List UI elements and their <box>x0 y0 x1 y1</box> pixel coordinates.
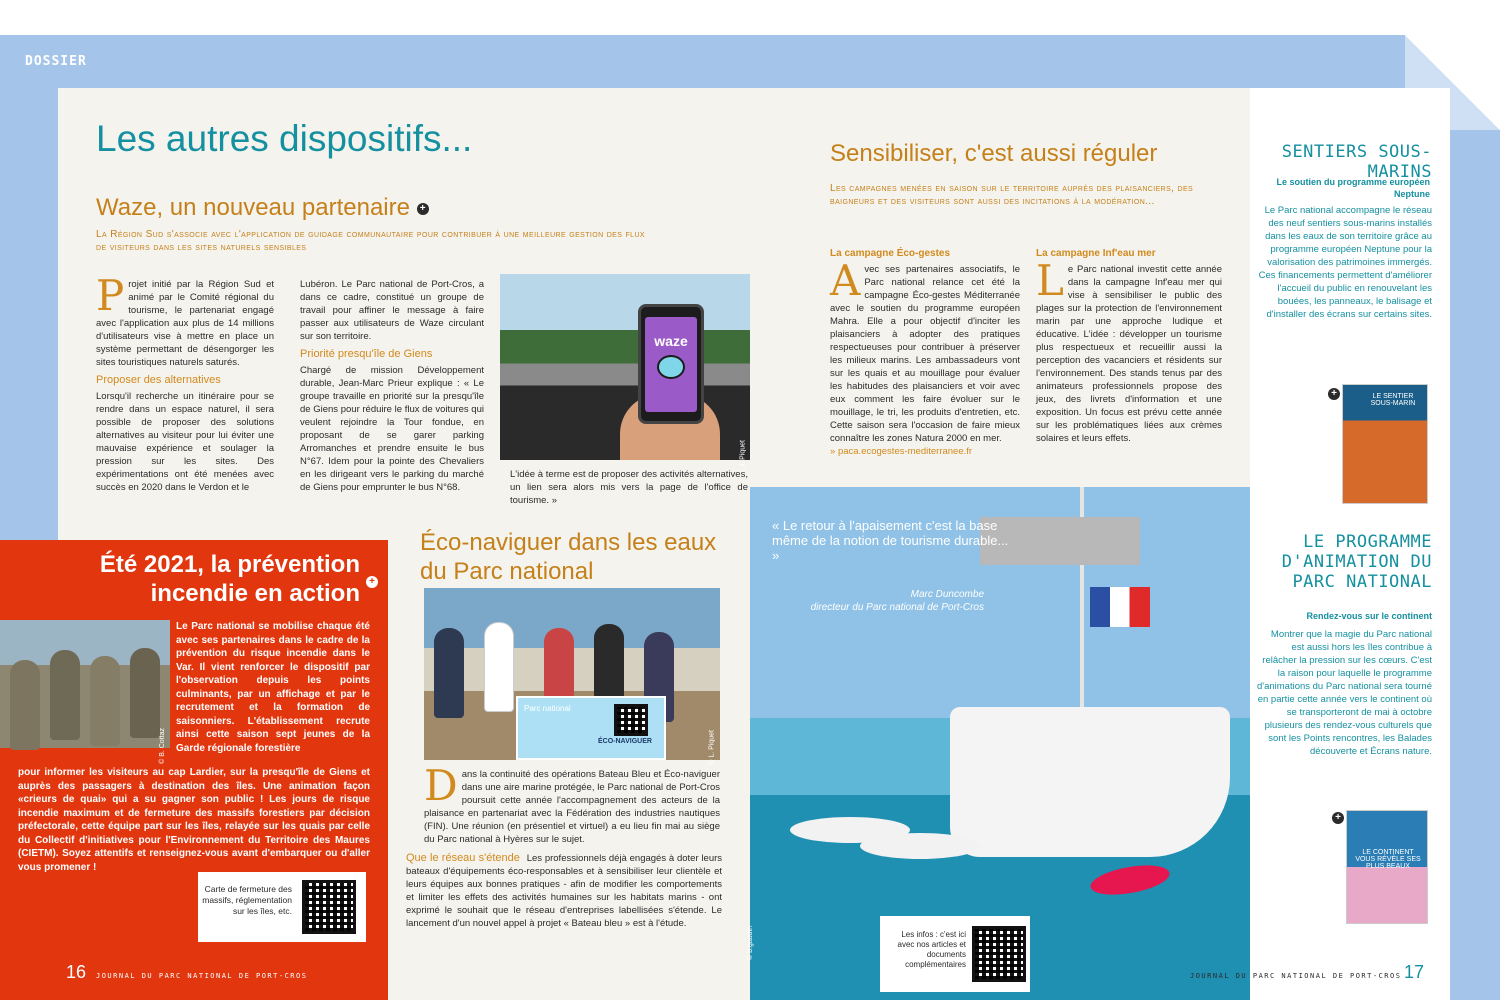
person-shape <box>130 648 160 738</box>
sentier-brochure-cover[interactable]: LE SENTIER SOUS-MARIN <box>1342 384 1428 504</box>
hull-shape <box>950 707 1230 857</box>
quote-author: Marc Duncombe directeur du Parc national de Port-Cros <box>810 589 984 613</box>
person-shape <box>90 656 120 746</box>
programme-brochure-cover[interactable]: LE CONTINENT VOUS RÉVÈLE SES PLUS BEAUX <box>1346 810 1428 924</box>
ecogestes-link[interactable]: » paca.ecogestes-mediterranee.fr <box>830 446 973 457</box>
fire-photo <box>0 620 170 764</box>
page-number-left: 16 <box>66 962 87 982</box>
waze-column-2: Lubéron. Le Parc national de Port-Cros, a dans ce cadre, constitué un groupe de travail pour affiner le message à faire passer aux utilisateurs de Waze circulant sur son territoire. Priorité presqu'île de Giens Chargé de mission Développement durable, Jean-Marc Prieur explique : « Le groupe travaille en priorité sur la presqu'île de Giens pour réduire le flux de voitures qui veulent rejoindre la Tour fondue, en proposant de se garer parking Arromanches et prendre ensuite le bus N°67. Idem pour la pointe des Chevaliers en les dirigeant vers le parking du marché de Giens pour emprunter le bus N°68. <box>300 279 484 493</box>
dropcap: L <box>1036 256 1064 305</box>
photo-credit: © b.gaudin <box>747 926 754 960</box>
waze-icon <box>657 355 685 379</box>
eco-photo <box>424 588 720 765</box>
person-shape <box>50 650 80 740</box>
sign-text: Parc national <box>524 704 571 713</box>
plus-icon[interactable]: + <box>1328 388 1340 400</box>
fire-title: Été 2021, la prévention incendie en action <box>99 551 360 607</box>
qr-caption: Les infos : c'est ici avec nos articles et documents complémentaires <box>897 930 966 969</box>
page-number-right: 17 <box>1404 962 1425 982</box>
campaign1-title: La campagne Éco-gestes <box>830 248 951 259</box>
qr-code-icon[interactable] <box>972 926 1026 982</box>
person-shape <box>434 628 464 718</box>
sentiers-title: SENTIERS SOUS-MARINS <box>1281 142 1432 182</box>
kayak-shape <box>860 833 980 859</box>
eco-title: Éco-naviguer dans les eaux du Parc national <box>420 529 717 585</box>
plus-icon[interactable]: + <box>366 576 378 588</box>
qr-code-icon[interactable] <box>302 880 356 934</box>
pull-quote: « Le retour à l'apaisement c'est la base même de la notion de tourisme durable... » <box>772 518 1009 563</box>
section-label: DOSSIER <box>25 54 87 69</box>
fire-text-top: Le Parc national se mobilise chaque été avec ses partenaires dans le cadre de la prévention du risque incendie dans le Var. Il vient renforcer le dispositif par l'observation depuis les points culminants, par un affichage et par le recrutement et la formation de saisonniers. L'établissement recrute ainsi cette saison sept jeunes de la Garde régionale forestière <box>176 621 370 754</box>
waze-column-1: P rojet initié par la Région Sud et animé par le Comité régional du tourisme, le partenariat engagé avec l'application aux plus de 14 millions d'utilisateurs vise à mettre en place un système permettant de désengorger les sites touristiques naturels saturés. Proposer des alternatives Lorsqu'il recherche un itinéraire pour se rendre dans un espace naturel, il sera possible de proposer des solutions alternatives au visiteur pour lui éviter une mauvaise expérience et soulager la pression sur les sites. Des expérimentations ont été menées avec succès en 2020 dans le Verdon et le <box>96 271 274 493</box>
dropcap: P <box>96 271 125 320</box>
sensibiliser-lead: Les campagnes menées en saison sur le territoire auprès des plaisanciers, des baigneurs et des visiteurs sont aussi des incitations à la modération... <box>830 183 1194 207</box>
dropcap: A <box>830 256 861 305</box>
fire-qr-card[interactable] <box>198 872 366 942</box>
sign-subtext: ÉCO-NAVIGUER <box>598 738 652 745</box>
sensibiliser-title: Sensibiliser, c'est aussi réguler <box>830 140 1158 167</box>
campaign2-title: La campagne Inf'eau mer <box>1036 248 1156 259</box>
journal-footer-right: JOURNAL DU PARC NATIONAL DE PORT-CROS <box>1190 972 1402 980</box>
qr-code-icon[interactable] <box>614 704 648 736</box>
waze-lead: La Région Sud s'associe avec l'application de guidage communautaire pour contribuer à une meilleure gestion des flux de visiteurs dans les sites naturels sensibles <box>96 229 645 253</box>
person-shape <box>10 660 40 750</box>
campaign-ecogestes: La campagne Éco-gestes A vec ses partenaires associatifs, le Parc national relance cet été la campagne Éco-gestes Méditerranée avec le soutien du programme européen Mahra. Elle a pour objectif d'inciter les plaisanciers à adopter des pratiques respectueuses pour contribuer à préserver les milieux marins. Les ambassadeurs vont sur les quais et au mouillage pour évaluer les habitudes des plaisanciers et voir avec eux comment les faire évoluer sur le mouillage, le tri, les produits d'entretien, etc. Cette saison sera l'occasion de faire mieux connaître les zones Natura 2000 en mer. » paca.ecogestes-mediterranee.fr <box>830 248 1020 457</box>
page-title: Les autres dispositifs... <box>96 118 473 159</box>
french-flag-icon <box>1090 587 1150 627</box>
journal-footer-left: JOURNAL DU PARC NATIONAL DE PORT-CROS <box>96 972 308 980</box>
waze-subheading-1: Proposer des alternatives <box>96 374 221 386</box>
programme-text: Montrer que la magie du Parc national est aussi hors les îles contribue à relâcher la pression sur les cœurs. C'est la raison pour laquelle le programme d'animations du Parc national sera tourné en partie cette année vers le continent où se transporteront de mai à octobre plusieurs des rendez-vous culturels que sont les Points rencontres, les Balades découverte et Écrans nature. <box>1256 629 1432 757</box>
person-shape <box>484 622 514 712</box>
waze-logo-text: waze <box>654 333 688 349</box>
programme-title: LE PROGRAMME D'ANIMATION DU PARC NATIONAL <box>1281 532 1432 592</box>
sentiers-text: Le Parc national accompagne le réseau des neuf sentiers sous-marins installés dans les eaux de son territoire grâce au programme européen Neptune pour la valorisation des patrimoines immergés. Ces financements permettent d'améliorer l'accueil du public en renouvelant les bouées, les panneaux, le balisage et d'installer des écrans sur certains sites. <box>1258 205 1432 320</box>
sentiers-subtitle: Le soutien du programme européen Neptune <box>1276 177 1430 199</box>
photo-credit: © L. Piquet <box>709 730 716 765</box>
waze-photo <box>500 274 750 475</box>
plus-icon[interactable]: + <box>1332 812 1344 824</box>
waze-subheading-2: Priorité presqu'île de Giens <box>300 348 433 360</box>
eco-intro: D ans la continuité des opérations Bateau Bleu et Éco-naviguer dans une aire marine protégée, le Parc national de Port-Cros poursuit cette année l'accompagnement des acteurs de la plaisance en partenariat avec la Fédération des industries nautiques (FIN). Une réunion (en présentiel et virtuel) a eu lieu fin mai au siège du Parc national à Hyères sur le sujet. <box>424 761 720 845</box>
eco-body: Que le réseau s'étende Les professionnels déjà engagés à doter leurs bateaux d'équipements éco-responsables et à sensibiliser leur clientèle et leurs équipes aux bonnes pratiques - afin de modifier les comportements et limiter les effets des activités humaines sur les habitats marins - ont exprimé le souhait que le réseau d'entreprises labellisées s'étende. Le lancement d'un nouvel appel à projet « Bateau bleu » est à l'étude. <box>406 852 723 929</box>
plus-icon[interactable]: + <box>417 203 429 215</box>
eco-sign <box>516 696 666 760</box>
programme-subtitle: Rendez-vous sur le continent <box>1306 611 1432 621</box>
card-text: Carte de fermeture des massifs, réglementation sur les îles, etc. <box>202 884 292 916</box>
waze-column-3: L'idée à terme est de proposer des activités alternatives, un lien sera alors mis vers la page de l'office de tourisme. » <box>510 469 748 506</box>
waze-title: Waze, un nouveau partenaire + <box>96 194 429 222</box>
fire-text-full: pour informer les visiteurs au cap Lardier, sur la presqu'île de Giens et auprès des passagers à destination des îles. Une animation façon «crieurs de quai» qui a su gagner son public ! Les jours de risque incendie maximum et de fermeture des massifs forestiers par décision préfectorale, cette équipe part sur les îles, relayée sur les quais par celle du Collectif d'initiatives pour l'Environnement du Territoire des Maures (CIETM). Soyez attentifs et renseignez-vous avant d'embarquer ou d'aller vous promener ! <box>18 767 370 873</box>
photo-credit: © J. Piquet <box>739 440 746 475</box>
eco-subheading: Que le réseau s'étende <box>406 852 520 864</box>
phone-screen <box>645 317 697 412</box>
paddle-shape <box>1088 860 1171 899</box>
dropcap: D <box>424 761 458 810</box>
campaign-infeau: La campagne Inf'eau mer L e Parc national investit cette année dans la campagne Inf'eau mer qui vise à sensibiliser le public des plages sur la protection de l'environnement marin par une approche ludique et éducative. L'idée : développer un tourisme plus respectueux et recueillir aussi la perception des vacanciers et résidents sur l'environnement. Des stands tenus par des animateurs professionnels propose des jeux, des livrets d'information et une exposition. Un focus est prévu cette année sur les problématiques liées aux crèmes solaires et leurs effets. <box>1036 248 1222 444</box>
photo-credit: © B. Cottaz <box>159 728 166 764</box>
info-qr-box[interactable] <box>880 916 1030 992</box>
phone-shape <box>638 304 704 424</box>
